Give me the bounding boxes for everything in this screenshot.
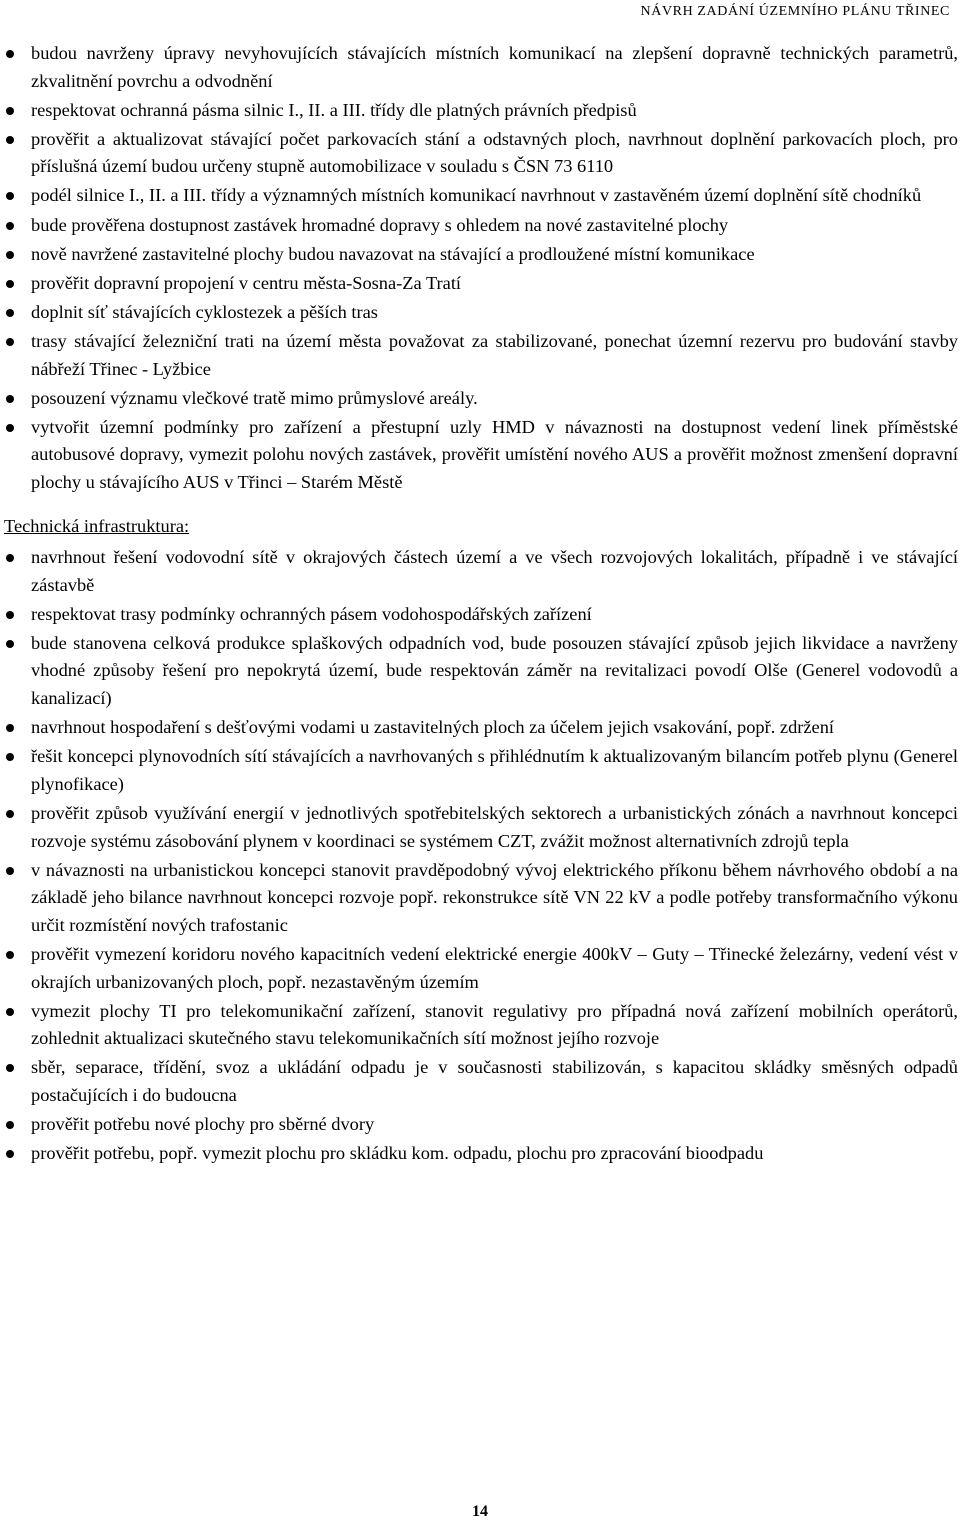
- list-item: respektovat ochranná pásma silnic I., II. a III. třídy dle platných právních předpisů: [0, 97, 960, 125]
- list-item: navrhnout hospodaření s dešťovými vodami u zastavitelných ploch za účelem jejich vsakování, popř. zdržení: [0, 714, 960, 742]
- list-item: doplnit síť stávajících cyklostezek a pěších tras: [0, 299, 960, 327]
- list-item: prověřit vymezení koridoru nového kapacitních vedení elektrické energie 400kV – Guty – Třinecké železárny, vedení vést v okrajích urbanizovaných ploch, popř. nezastavěným územím: [0, 941, 960, 996]
- list-item: vytvořit územní podmínky pro zařízení a přestupní uzly HMD v návaznosti na dostupnost vedení linek příměstské autobusové dopravy, vymezit polohu nových zastávek, prověřit umístění nového AUS a prověřit možnost zmenšení dopravní plochy u stávajícího AUS v Třinci – Starém Městě: [0, 414, 960, 497]
- list-item: trasy stávající železniční trati na území města považovat za stabilizované, ponechat územní rezervu pro budování stavby nábřeží Třinec - Lyžbice: [0, 328, 960, 383]
- list-item: bude stanovena celková produkce splaškových odpadních vod, bude posouzen stávající způsob jejich likvidace a navrženy vhodné způsoby řešení pro nepokrytá území, bude respektován záměr na revitalizaci povodí Olše (Generel vodovodů a kanalizací): [0, 630, 960, 713]
- list-item: nově navržené zastavitelné plochy budou navazovat na stávající a prodloužené místní komunikace: [0, 241, 960, 269]
- list-item: vymezit plochy TI pro telekomunikační zařízení, stanovit regulativy pro případná nová zařízení mobilních operátorů, zohlednit aktualizaci skutečného stavu telekomunikačních sítí možnost jejího rozvoje: [0, 998, 960, 1053]
- list-item: bude prověřena dostupnost zastávek hromadné dopravy s ohledem na nové zastavitelné plochy: [0, 212, 960, 240]
- list-item: prověřit potřebu, popř. vymezit plochu pro skládku kom. odpadu, plochu pro zpracování bioodpadu: [0, 1140, 960, 1168]
- transport-list: [0, 40, 960, 497]
- technical-list: [0, 544, 960, 1168]
- list-item: v návaznosti na urbanistickou koncepci stanovit pravděpodobný vývoj elektrického příkonu během návrhového období a na základě jeho bilance navrhnout koncepci rozvoje popř. rekonstrukce sítě VN 22 kV a podle potřeby transformačního výkonu určit rozmístění nových trafostanic: [0, 857, 960, 940]
- list-item: řešit koncepci plynovodních sítí stávajících a navrhovaných s přihlédnutím k aktualizovaným bilancím potřeb plynu (Generel plynofikace): [0, 743, 960, 798]
- list-item: respektovat trasy podmínky ochranných pásem vodohospodářských zařízení: [0, 601, 960, 629]
- list-item: posouzení významu vlečkové tratě mimo průmyslové areály.: [0, 385, 960, 413]
- list-item: sběr, separace, třídění, svoz a ukládání odpadu je v současnosti stabilizován, s kapacitou skládky směsných odpadů postačujících i do budoucna: [0, 1054, 960, 1109]
- list-item: prověřit způsob využívání energií v jednotlivých spotřebitelských sektorech a urbanistických zónách a navrhnout koncepci rozvoje systému zásobování plynem v koordinaci se systémem CZT, zvážit možnost alternativních zdrojů tepla: [0, 800, 960, 855]
- list-item: prověřit a aktualizovat stávající počet parkovacích stání a odstavných ploch, navrhnout doplnění parkovacích ploch, pro příslušná území budou určeny stupně automobilizace v souladu s ČSN 73 6110: [0, 126, 960, 181]
- document-body: [0, 40, 960, 1169]
- list-item: navrhnout řešení vodovodní sítě v okrajových částech území a ve všech rozvojových lokalitách, případně i ve stávající zástavbě: [0, 544, 960, 599]
- list-item: prověřit dopravní propojení v centru města-Sosna-Za Tratí: [0, 270, 960, 298]
- page-number: 14: [472, 1503, 488, 1520]
- running-header: NÁVRH ZADÁNÍ ÚZEMNÍHO PLÁNU TŘINEC: [640, 4, 950, 19]
- list-item: podél silnice I., II. a III. třídy a významných místních komunikací navrhnout v zastavěném území doplnění sítě chodníků: [0, 182, 960, 210]
- list-item: prověřit potřebu nové plochy pro sběrné dvory: [0, 1111, 960, 1139]
- list-item: budou navrženy úpravy nevyhovujících stávajících místních komunikací na zlepšení dopravně technických parametrů, zkvalitnění povrchu a odvodnění: [0, 40, 960, 95]
- section-title-technical-infrastructure: Technická infrastruktura:: [4, 515, 190, 536]
